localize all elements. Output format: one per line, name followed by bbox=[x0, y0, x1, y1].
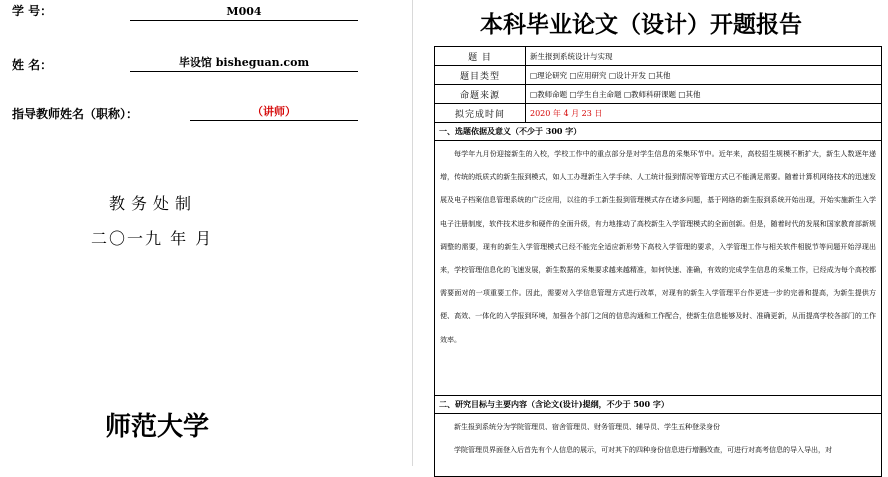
section1-title: 一、选题依据及意义（不少于 300 字） bbox=[435, 123, 882, 141]
form-row-topic bbox=[435, 47, 882, 66]
section2-line-1: 新生报到系统分为学院管理员、宿舍管理员、财务管理员、辅导员、学生五种登录身份 bbox=[454, 423, 720, 431]
advisor-label: 指导教师姓名（职称）： bbox=[12, 107, 139, 121]
topic-label: 题 目 bbox=[435, 47, 526, 66]
page-divider bbox=[412, 0, 413, 466]
issuing-office: 教务处制 bbox=[109, 194, 198, 213]
student-id-value: M004 bbox=[130, 4, 358, 21]
form-row-topic-type bbox=[435, 66, 882, 85]
university-name: 师范大学 bbox=[105, 412, 210, 442]
completion-date-value: 2020 年 4 月 23 日 bbox=[526, 104, 882, 123]
proposal-form-table bbox=[434, 46, 882, 477]
form-row-completion-date bbox=[435, 104, 882, 123]
section1-paragraph: 每学年九月份迎接新生的入校，学校工作中的重点部分是对学生信息的采集环节中。近年来，高校招生规模不断扩大，新生人数逐年递增，传统的纸质式的新生报到模式，如人工办理新生入学手续、人工统计报到情况等管理方式已不能满足需要。随着计算机网络技术的迅速发展及电子档案信息管理系统的广泛应用，以往的手工新生报到管理模式存在诸多问题，基于网络的新生报到系统开始出现，开始实施新生入学电子注册制度，软件技术进步和硬件的全面升级，有力地推动了高校新生入学管理模式的全面创新。但是，随着时代的发展和国家教育部新规调整的需要，现有的新生入学管理模式已经不能完全适应新形势下高校入学管理的要求，入学管理工作与相关软件相脱节等问题开始浮现出来，学校管理信息化的飞速发展，新生数据的采集要求越来越精准，如何快速、准确，有效的完成学生信息的采集工作，已经成为每个高校都需要面对的一项重要工作。因此，需要对入学信息管理方式进行改革，对现有的新生入学管理平台作更进一步的完善和提高，为新生提供方便、高效、一体化的入学报到环境，加强各个部门之间的信息沟通和工作配合，使新生信息能够及时、准确更新，从而提高学校各部门的工作效率。 bbox=[440, 150, 876, 344]
student-id-label: 学 号： bbox=[12, 4, 53, 18]
section2-title: 二、研究目标与主要内容（含论文(设计)提纲，不少于 500 字） bbox=[435, 396, 882, 414]
advisor-title-value: （讲师） bbox=[190, 104, 358, 121]
topic-source-label: 命题来源 bbox=[435, 85, 526, 104]
section1-body-row bbox=[435, 141, 882, 396]
topic-type-label: 题目类型 bbox=[435, 66, 526, 85]
topic-value: 新生报到系统设计与实现 bbox=[526, 47, 882, 66]
topic-type-options: □理论研究 □应用研究 □设计开发 □其他 bbox=[526, 66, 882, 85]
section1-header-row bbox=[435, 123, 882, 141]
topic-source-options: □教师命题 □学生自主命题 □教师科研课题 □其他 bbox=[526, 85, 882, 104]
name-value: 毕设馆 bisheguan.com bbox=[130, 55, 358, 72]
name-label: 姓 名： bbox=[12, 58, 53, 72]
form-row-topic-source bbox=[435, 85, 882, 104]
report-title: 本科毕业论文（设计）开题报告 bbox=[480, 12, 802, 38]
cover-date: 二〇一九 年 月 bbox=[91, 229, 214, 248]
section2-line-2: 学院管理员界面登入后首先有个人信息的展示，可对其下的四种身份信息进行增删改查，可进行对高考信息的导入导出，对 bbox=[454, 446, 832, 455]
completion-date-label: 拟完成时间 bbox=[435, 104, 526, 123]
section2-header-row bbox=[435, 396, 882, 414]
section2-body-row bbox=[435, 414, 882, 477]
